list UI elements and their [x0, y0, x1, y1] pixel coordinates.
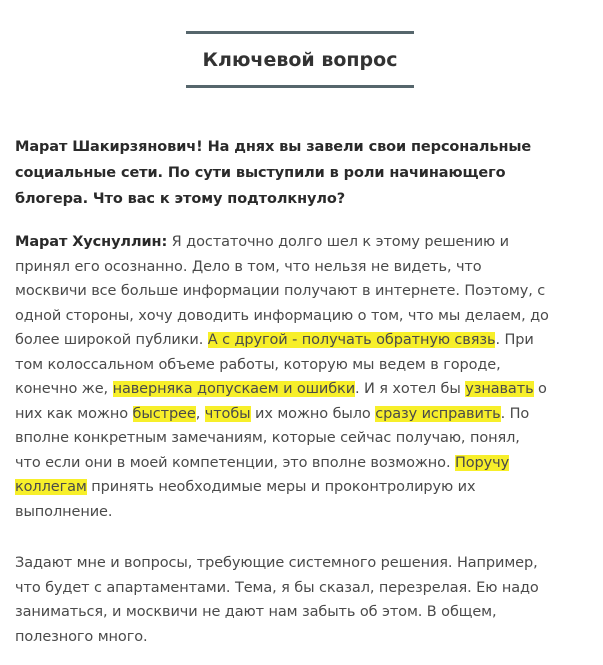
highlight: наверняка допускаем и ошибки: [112, 381, 356, 397]
speaker-name: Марат Хуснуллин:: [15, 234, 168, 250]
interview-question: [15, 134, 590, 212]
interview-answer-continued: [15, 551, 590, 649]
section-header: [186, 31, 414, 88]
question-line: социальные сети. По сути выступили в роли начинающего: [15, 165, 506, 181]
highlight: чтобы: [204, 405, 251, 422]
answer-line: выполнение.: [15, 503, 113, 520]
highlight: А с другой - получать обратную связь: [207, 332, 496, 348]
answer-line: москвичи все больше информации получают в интернете. Поэтому, с: [15, 283, 546, 299]
highlight: сразу исправить: [375, 405, 501, 422]
answer-line: что будет с апартаментами. Тема, я бы сказал, перезрелая. Ею надо: [15, 579, 539, 596]
answer-line: коллегам принять необходимые меры и проконтролирую их: [15, 479, 476, 495]
interview-answer: [15, 230, 590, 524]
highlight: Поручу: [454, 454, 510, 471]
question-line: Марат Шакирзянович! На днях вы завели свои персональные: [15, 139, 532, 155]
answer-line: них как можно быстрее, чтобы их можно было сразу исправить. По: [15, 405, 530, 422]
answer-line: одной стороны, хочу доводить информацию о том, что мы делаем, до: [15, 307, 549, 324]
answer-line: конечно же, наверняка допускаем и ошибки. И я хотел бы узнавать о: [15, 381, 547, 397]
answer-line: том колоссальном объеме работы, которую мы ведем в городе,: [15, 356, 501, 373]
section-title: Ключевой вопрос: [202, 48, 398, 71]
answer-line: что если они в моей компетенции, это вполне возможно. Поручу: [15, 454, 510, 471]
answer-line: Задают мне и вопросы, требующие системного решения. Например,: [15, 555, 538, 571]
answer-line: заниматься, и москвичи не дают нам забыть об этом. В общем,: [15, 604, 497, 620]
answer-line: полезного много.: [15, 628, 148, 645]
answer-line: вполне конкретным замечаниям, которые сейчас получаю, понял,: [15, 430, 520, 446]
question-line: блогера. Что вас к этому подтолкнуло?: [15, 191, 346, 207]
answer-line: Марат Хуснуллин: Я достаточно долго шел к этому решению и: [15, 234, 509, 250]
highlight: коллегам: [15, 479, 87, 495]
answer-line: принял его осознанно. Дело в том, что нельзя не видеть, что: [15, 258, 482, 275]
highlight: узнавать: [465, 381, 534, 397]
answer-line: более широкой публики. А с другой - получать обратную связь. При: [15, 332, 534, 348]
highlight: быстрее: [132, 405, 196, 422]
